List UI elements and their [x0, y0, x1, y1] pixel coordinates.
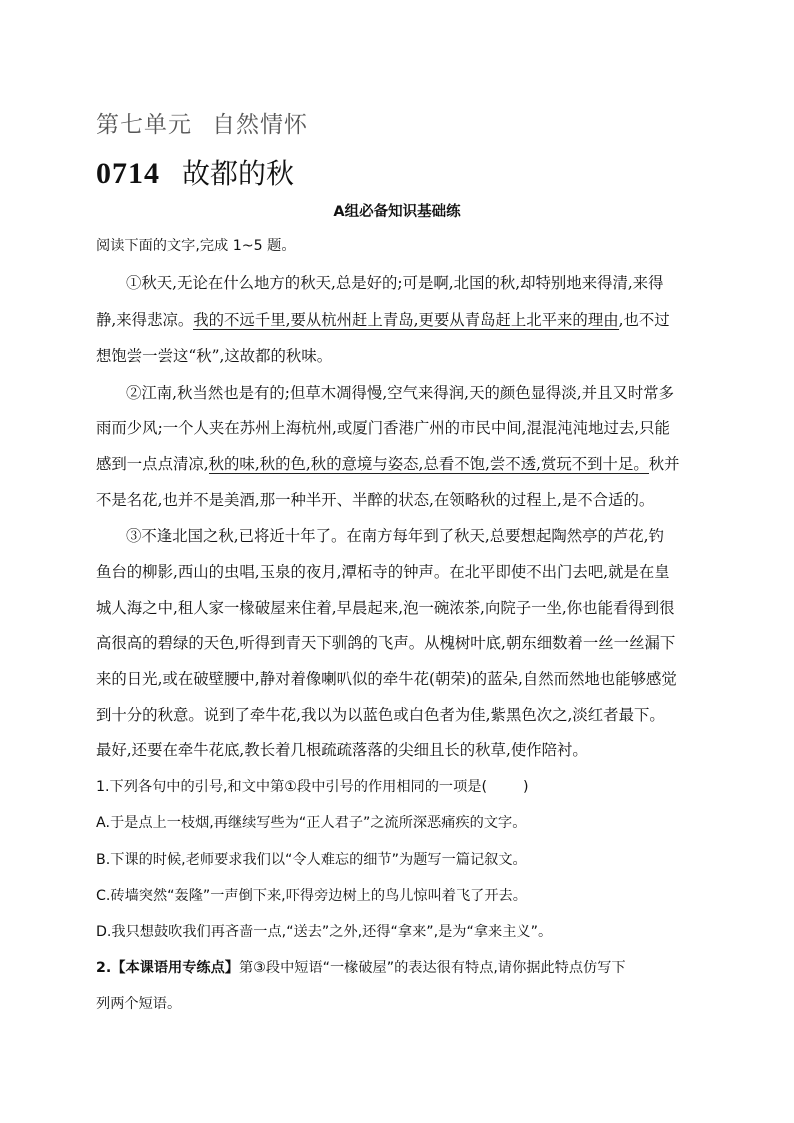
- unit-number: 第七单元: [96, 112, 192, 138]
- question-2-tag: 【本课语用专练点】: [111, 960, 239, 976]
- question-2-line-2: 列两个短语。: [96, 996, 182, 1012]
- passage-p2-line-3: [96, 454, 680, 474]
- question-2-number: 2.: [96, 960, 112, 976]
- passage-p1-line-2: [96, 310, 670, 330]
- p1-text-segment: ,也不过: [618, 311, 670, 329]
- passage-p3-line-4: 高很高的碧绿的天色,听得到青天下驯鸽的飞声。从槐树叶底,朝东细数着一丝一丝漏下: [96, 634, 676, 652]
- question-1-close-paren: ): [523, 779, 529, 795]
- p2-underlined-phrase-6: 赏玩不到十足。: [540, 455, 649, 473]
- unit-heading: [96, 106, 308, 139]
- passage-p3-line-6: 到十分的秋意。说到了牵牛花,我以为以蓝色或白色者为佳,紫黑色次之,淡红者最下。: [96, 706, 665, 724]
- unit-title: 自然情怀: [212, 112, 308, 138]
- passage-p1-line-3: 想饱尝一尝这“秋”,这故都的秋味。: [96, 347, 333, 365]
- question-1-option-a: A.于是点上一枝烟,再继续写些为“正人君子”之流所深恶痛疾的文字。: [96, 815, 527, 831]
- p2-underlined-phrase-2: 秋的色,: [259, 455, 311, 473]
- question-1-stem: [96, 777, 529, 797]
- passage-p2-line-4: 不是名花,也并不是美酒,那一种半开、半醉的状态,在领略秋的过程上,是不合适的。: [96, 491, 655, 509]
- p2-underlined-phrase-4: 总看不饱,: [423, 455, 490, 473]
- passage-p2-line-2: 雨而少风;一个人夹在苏州上海杭州,或厦门香港广州的市民中间,混混沌沌地过去,只能: [96, 419, 670, 437]
- question-1-option-c: C.砖墙突然“轰隆”一声倒下来,吓得旁边树上的鸟儿惊叫着飞了开去。: [96, 888, 527, 904]
- passage-p3-line-3: 城人海之中,租人家一椽破屋来住着,早晨起来,泡一碗浓茶,向院子一坐,你也能看得到很: [96, 599, 675, 617]
- passage-p2-line-1: ②江南,秋当然也是有的;但草木凋得慢,空气来得润,天的颜色显得淡,并且又时常多: [126, 384, 675, 402]
- p2-underlined-phrase-5: 尝不透,: [489, 455, 541, 473]
- p2-underlined-phrase-1: 秋的味,: [208, 455, 260, 473]
- passage-p3-line-5: 来的日光,或在破壁腰中,静对着像喇叭似的牵牛花(朝荣)的蓝朵,自然而然地也能够感觉: [96, 670, 677, 688]
- p1-underlined-phrase-2: 更要从青岛赶上北平来的理由: [418, 311, 619, 329]
- p2-underlined-phrase-3: 秋的意境与姿态,: [310, 455, 424, 473]
- passage-p1-line-1: ①秋天,无论在什么地方的秋天,总是好的;可是啊,北国的秋,却特别地来得清,来得: [126, 274, 664, 292]
- lesson-title: 故都的秋: [182, 157, 295, 190]
- passage-p3-line-1: ③不逢北国之秋,已将近十年了。在南方每年到了秋天,总要想起陶然亭的芦花,钓: [126, 527, 664, 545]
- question-2-text: 第③段中短语“一椽破屋”的表达很有特点,请你据此特点仿写下: [238, 960, 626, 976]
- question-2-stem: [96, 958, 626, 978]
- p2-text-segment: 秋并: [648, 455, 680, 473]
- p2-text-segment: 感到一点点清凉,: [96, 455, 209, 473]
- p1-underlined-phrase-1: 我的不远千里,要从杭州赶上青岛,: [193, 311, 419, 329]
- passage-p3-line-7: 最好,还要在牵牛花底,教长着几根疏疏落落的尖细且长的秋草,使作陪衬。: [96, 741, 588, 759]
- p1-text-segment: 静,来得悲凉。: [96, 311, 194, 329]
- reading-instruction: 阅读下面的文字,完成 1~5 题。: [96, 238, 296, 254]
- exercise-group-title: A组必备知识基础练: [333, 204, 461, 220]
- question-1-option-b: B.下课的时候,老师要求我们以“令人难忘的细节”为题写一篇记叙文。: [96, 852, 527, 868]
- question-1-option-d: D.我只想鼓吹我们再吝啬一点,“送去”之外,还得“拿来”,是为“拿来主义”。: [96, 924, 553, 940]
- question-1-text: 1.下列各句中的引号,和文中第①段中引号的作用相同的一项是(: [96, 779, 487, 795]
- passage-p3-line-2: 鱼台的柳影,西山的虫唱,玉泉的夜月,潭柘寺的钟声。在北平即使不出门去吧,就是在皇: [96, 563, 670, 581]
- lesson-number: 0714: [96, 157, 160, 190]
- lesson-heading: [96, 152, 294, 192]
